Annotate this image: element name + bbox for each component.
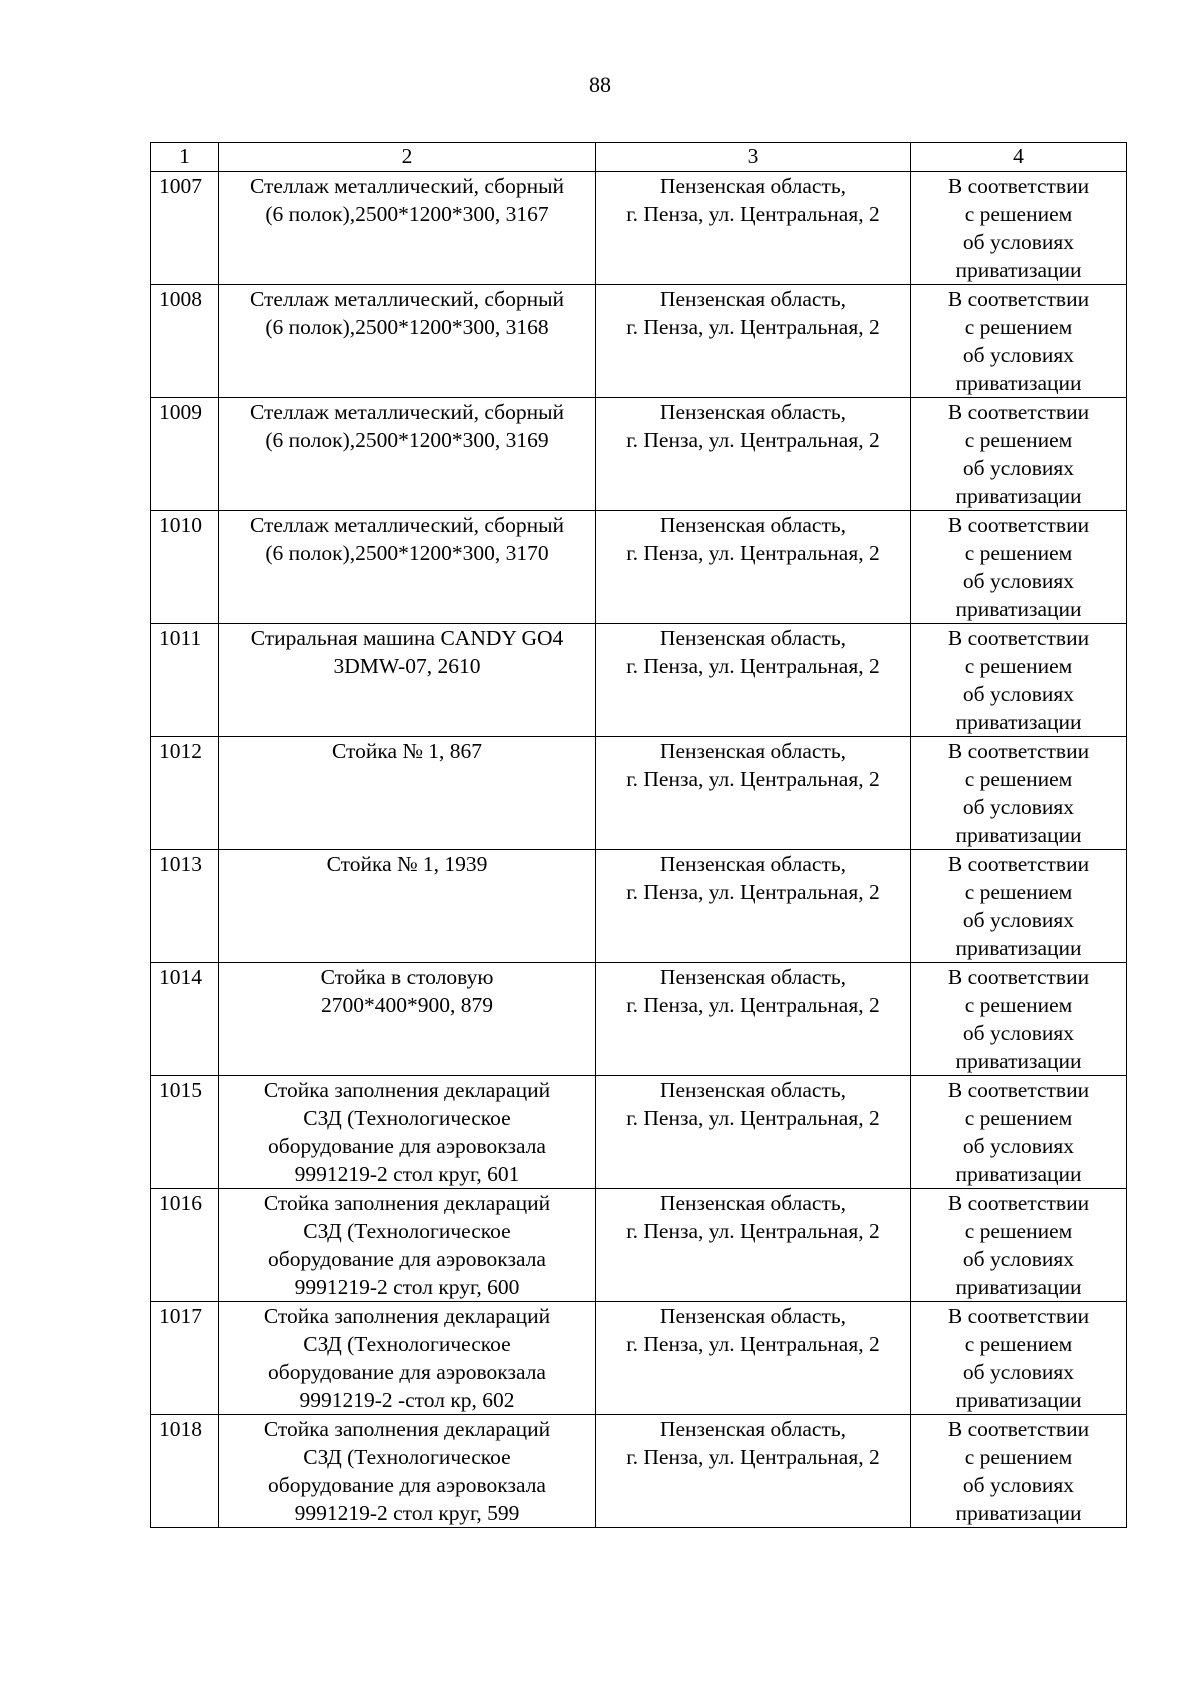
item-condition-line: с решением — [964, 1332, 1073, 1356]
item-condition-line: об условиях — [962, 1021, 1075, 1045]
item-condition-line: с решением — [964, 1106, 1073, 1130]
row-number: 1007 — [151, 172, 219, 285]
column-header-2: 2 — [219, 143, 596, 172]
item-condition-line: приватизации — [955, 1049, 1082, 1073]
item-name-line: (6 полок),2500*1200*300, 3167 — [265, 202, 549, 226]
item-condition-line: В соответствии — [947, 1191, 1090, 1215]
item-condition-line: В соответствии — [947, 174, 1090, 198]
item-address-line: Пензенская область, — [659, 174, 847, 198]
item-name-cell — [219, 737, 596, 850]
item-address-line: Пензенская область, — [659, 1417, 847, 1441]
item-condition-line: приватизации — [955, 936, 1082, 960]
item-name-line: 9991219-2 стол круг, 601 — [294, 1162, 520, 1186]
item-condition-line: приватизации — [955, 1162, 1082, 1186]
item-address-line: Пензенская область, — [659, 287, 847, 311]
item-condition-cell — [911, 850, 1127, 963]
table-row — [151, 624, 1127, 737]
item-name-line: СЗД (Технологическое — [303, 1106, 511, 1130]
table-header — [151, 143, 1127, 172]
table-row — [151, 398, 1127, 511]
item-name-line: 9991219-2 -стол кр, 602 — [299, 1388, 515, 1412]
table-row — [151, 1302, 1127, 1415]
item-name-line: СЗД (Технологическое — [303, 1219, 511, 1243]
row-number: 1017 — [151, 1302, 219, 1415]
item-address-cell — [596, 172, 911, 285]
item-condition-cell — [911, 511, 1127, 624]
item-name-line: (6 полок),2500*1200*300, 3170 — [265, 541, 549, 565]
item-name-cell — [219, 624, 596, 737]
item-condition-line: В соответствии — [947, 1078, 1090, 1102]
item-name-line: (6 полок),2500*1200*300, 3168 — [265, 315, 549, 339]
item-address-cell — [596, 737, 911, 850]
item-address-line: Пензенская область, — [659, 400, 847, 424]
item-condition-cell — [911, 285, 1127, 398]
item-condition-line: приватизации — [955, 371, 1082, 395]
item-condition-cell — [911, 737, 1127, 850]
row-number: 1008 — [151, 285, 219, 398]
item-address-cell — [596, 963, 911, 1076]
item-name-cell — [219, 398, 596, 511]
item-address-line: г. Пенза, ул. Центральная, 2 — [626, 1332, 880, 1356]
item-condition-line: В соответствии — [947, 287, 1090, 311]
item-address-line: г. Пенза, ул. Центральная, 2 — [626, 654, 880, 678]
item-condition-cell — [911, 1302, 1127, 1415]
item-address-cell — [596, 624, 911, 737]
table-row — [151, 1076, 1127, 1189]
item-condition-line: об условиях — [962, 1134, 1075, 1158]
item-name-line: Стойка заполнения деклараций — [263, 1191, 551, 1215]
item-condition-line: об условиях — [962, 456, 1075, 480]
item-name-line: 2700*400*900, 879 — [321, 993, 493, 1017]
item-condition-line: приватизации — [955, 1501, 1082, 1525]
item-name-line: Стеллаж металлический, сборный — [249, 513, 565, 537]
column-header-3: 3 — [596, 143, 911, 172]
item-condition-line: об условиях — [962, 1473, 1075, 1497]
item-condition-line: об условиях — [962, 569, 1075, 593]
item-condition-line: с решением — [964, 428, 1073, 452]
item-name-line: оборудование для аэровокзала — [268, 1247, 546, 1271]
row-number: 1014 — [151, 963, 219, 1076]
item-address-line: Пензенская область, — [659, 739, 847, 763]
item-condition-cell — [911, 1415, 1127, 1528]
item-address-line: Пензенская область, — [659, 513, 847, 537]
item-name-line: Стеллаж металлический, сборный — [249, 174, 565, 198]
table-row — [151, 1415, 1127, 1528]
table-row — [151, 1189, 1127, 1302]
table-row — [151, 737, 1127, 850]
row-number: 1009 — [151, 398, 219, 511]
item-name-cell — [219, 285, 596, 398]
property-table — [150, 142, 1127, 1528]
item-address-cell — [596, 511, 911, 624]
item-address-line: г. Пенза, ул. Центральная, 2 — [626, 993, 880, 1017]
item-condition-line: об условиях — [962, 795, 1075, 819]
item-condition-line: об условиях — [962, 908, 1075, 932]
table-row — [151, 285, 1127, 398]
item-condition-line: с решением — [964, 1445, 1073, 1469]
item-condition-line: об условиях — [962, 1247, 1075, 1271]
item-address-line: г. Пенза, ул. Центральная, 2 — [626, 202, 880, 226]
item-name-line: Стойка заполнения деклараций — [263, 1078, 551, 1102]
item-name-line: оборудование для аэровокзала — [268, 1134, 546, 1158]
item-condition-line: приватизации — [955, 597, 1082, 621]
item-condition-cell — [911, 398, 1127, 511]
item-condition-line: приватизации — [955, 258, 1082, 282]
item-condition-line: приватизации — [955, 484, 1082, 508]
item-address-cell — [596, 1189, 911, 1302]
page-number: 88 — [589, 72, 611, 97]
item-address-line: Пензенская область, — [659, 1304, 847, 1328]
item-address-cell — [596, 398, 911, 511]
table-row — [151, 172, 1127, 285]
item-name-line: 9991219-2 стол круг, 599 — [294, 1501, 520, 1525]
row-number: 1013 — [151, 850, 219, 963]
item-name-cell — [219, 1189, 596, 1302]
table-row — [151, 850, 1127, 963]
item-condition-line: с решением — [964, 1219, 1073, 1243]
item-address-line: Пензенская область, — [659, 1078, 847, 1102]
item-address-line: г. Пенза, ул. Центральная, 2 — [626, 1106, 880, 1130]
item-condition-line: с решением — [964, 202, 1073, 226]
item-address-line: Пензенская область, — [659, 852, 847, 876]
item-name-line: оборудование для аэровокзала — [268, 1473, 546, 1497]
item-condition-line: с решением — [964, 654, 1073, 678]
item-name-line: Стойка в столовую — [320, 965, 494, 989]
row-number: 1011 — [151, 624, 219, 737]
item-condition-line: с решением — [964, 993, 1073, 1017]
table-row — [151, 963, 1127, 1076]
item-name-line: Стеллаж металлический, сборный — [249, 287, 565, 311]
item-address-line: Пензенская область, — [659, 965, 847, 989]
item-condition-line: об условиях — [962, 682, 1075, 706]
item-condition-line: об условиях — [962, 343, 1075, 367]
item-address-line: г. Пенза, ул. Центральная, 2 — [626, 428, 880, 452]
item-address-line: г. Пенза, ул. Центральная, 2 — [626, 767, 880, 791]
item-name-line: 3DMW-07, 2610 — [333, 654, 481, 678]
item-condition-cell — [911, 1189, 1127, 1302]
item-address-line: г. Пенза, ул. Центральная, 2 — [626, 880, 880, 904]
item-condition-line: В соответствии — [947, 1304, 1090, 1328]
item-address-line: Пензенская область, — [659, 1191, 847, 1215]
item-name-line: СЗД (Технологическое — [303, 1332, 511, 1356]
header-row — [151, 143, 1127, 172]
item-condition-line: приватизации — [955, 710, 1082, 734]
item-condition-cell — [911, 172, 1127, 285]
item-address-line: г. Пенза, ул. Центральная, 2 — [626, 1445, 880, 1469]
item-address-cell — [596, 1302, 911, 1415]
item-name-cell — [219, 850, 596, 963]
item-name-cell — [219, 1076, 596, 1189]
item-condition-line: В соответствии — [947, 400, 1090, 424]
item-condition-line: приватизации — [955, 1388, 1082, 1412]
item-name-line: Стойка заполнения деклараций — [263, 1417, 551, 1441]
item-name-cell — [219, 511, 596, 624]
item-name-line: (6 полок),2500*1200*300, 3169 — [265, 428, 549, 452]
item-address-line: г. Пенза, ул. Центральная, 2 — [626, 1219, 880, 1243]
item-name-cell — [219, 172, 596, 285]
item-condition-line: с решением — [964, 880, 1073, 904]
item-name-line: Стойка № 1, 867 — [331, 739, 483, 763]
item-name-line: Стиральная машина CANDY GO4 — [250, 626, 564, 650]
item-condition-cell — [911, 624, 1127, 737]
item-name-line: Стеллаж металлический, сборный — [249, 400, 565, 424]
item-name-line: Стойка заполнения деклараций — [263, 1304, 551, 1328]
item-address-cell — [596, 1076, 911, 1189]
column-header-4: 4 — [911, 143, 1127, 172]
row-number: 1016 — [151, 1189, 219, 1302]
item-address-line: г. Пенза, ул. Центральная, 2 — [626, 315, 880, 339]
item-address-line: Пензенская область, — [659, 626, 847, 650]
row-number: 1012 — [151, 737, 219, 850]
item-condition-line: В соответствии — [947, 513, 1090, 537]
item-condition-line: В соответствии — [947, 965, 1090, 989]
item-condition-line: В соответствии — [947, 852, 1090, 876]
item-condition-cell — [911, 1076, 1127, 1189]
table-row — [151, 511, 1127, 624]
item-name-line: Стойка № 1, 1939 — [326, 852, 488, 876]
row-number: 1015 — [151, 1076, 219, 1189]
item-address-cell — [596, 1415, 911, 1528]
item-condition-line: с решением — [964, 315, 1073, 339]
item-condition-line: об условиях — [962, 1360, 1075, 1384]
item-condition-line: В соответствии — [947, 739, 1090, 763]
item-name-cell — [219, 1302, 596, 1415]
item-name-line: 9991219-2 стол круг, 600 — [294, 1275, 520, 1299]
item-name-cell — [219, 963, 596, 1076]
item-condition-line: приватизации — [955, 823, 1082, 847]
table-body — [151, 172, 1127, 1528]
item-condition-line: с решением — [964, 767, 1073, 791]
item-condition-cell — [911, 963, 1127, 1076]
item-address-cell — [596, 285, 911, 398]
item-name-line: СЗД (Технологическое — [303, 1445, 511, 1469]
item-condition-line: об условиях — [962, 230, 1075, 254]
item-condition-line: В соответствии — [947, 626, 1090, 650]
column-header-1: 1 — [151, 143, 219, 172]
row-number: 1010 — [151, 511, 219, 624]
item-condition-line: с решением — [964, 541, 1073, 565]
item-name-line: оборудование для аэровокзала — [268, 1360, 546, 1384]
item-condition-line: В соответствии — [947, 1417, 1090, 1441]
row-number: 1018 — [151, 1415, 219, 1528]
item-condition-line: приватизации — [955, 1275, 1082, 1299]
item-address-line: г. Пенза, ул. Центральная, 2 — [626, 541, 880, 565]
item-name-cell — [219, 1415, 596, 1528]
item-address-cell — [596, 850, 911, 963]
